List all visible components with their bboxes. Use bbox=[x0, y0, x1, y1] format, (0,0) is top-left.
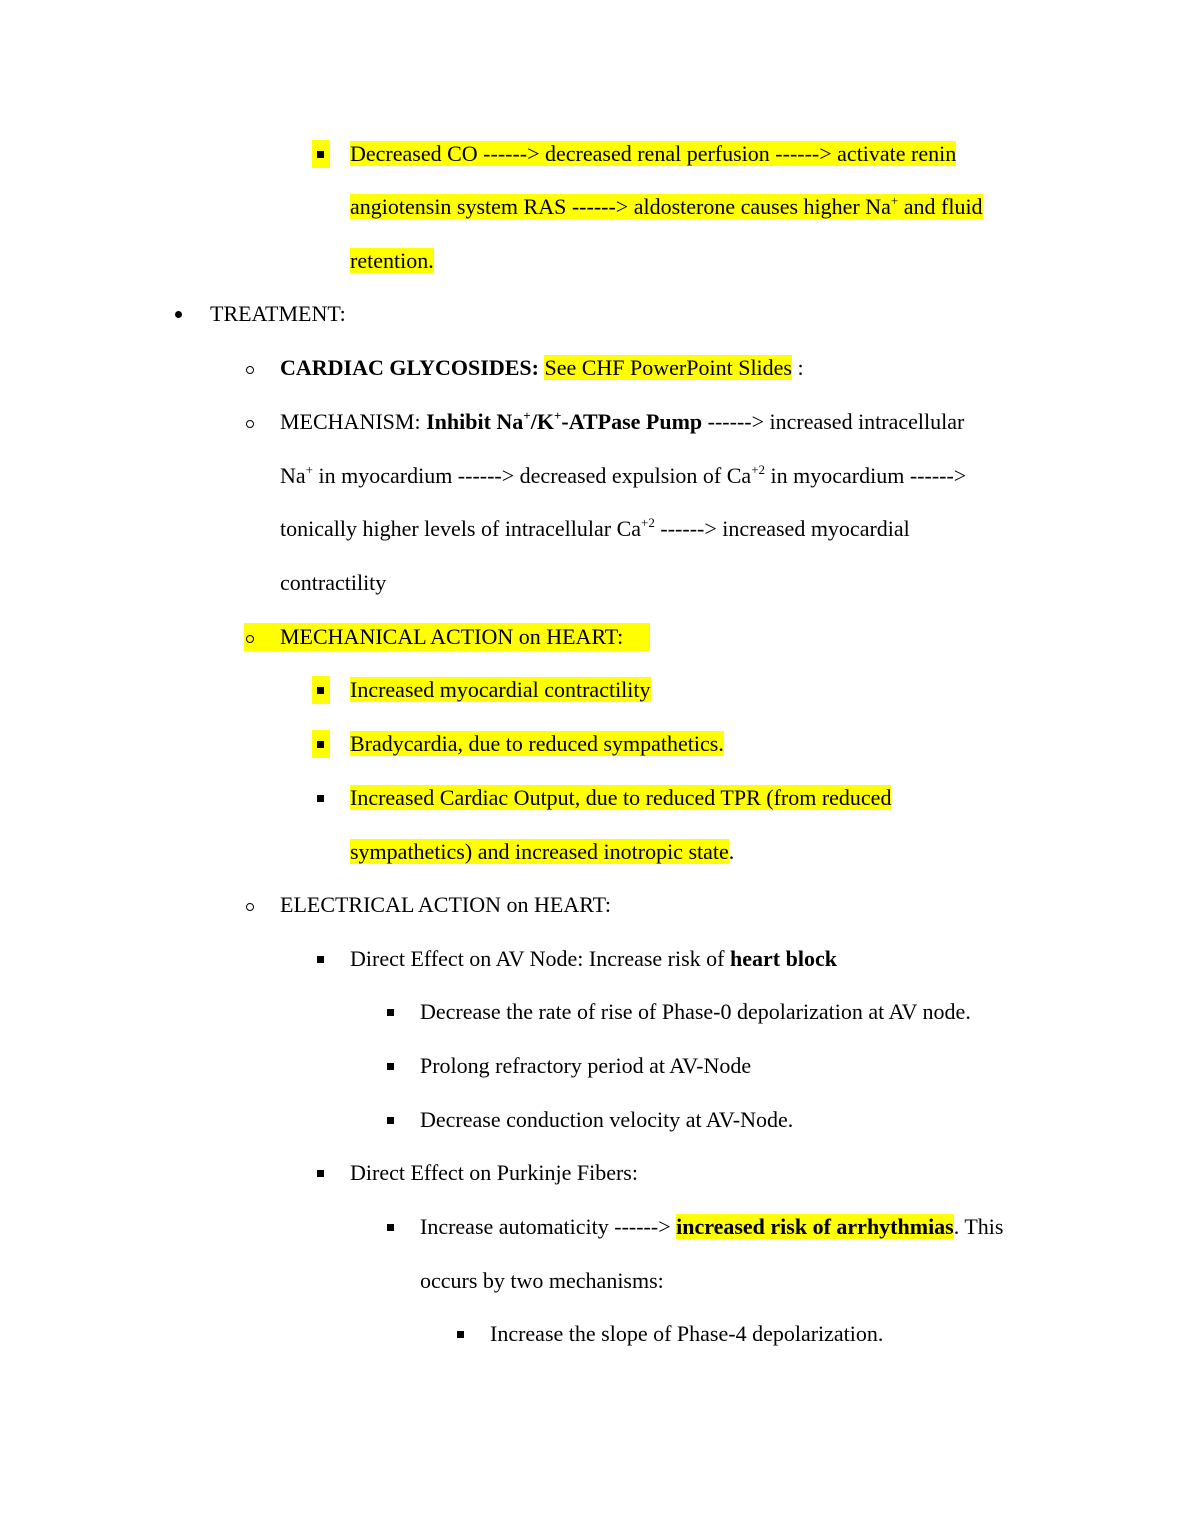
renal-line-1: Decreased CO ------> decreased renal perfusion ------> activate renin bbox=[350, 141, 957, 166]
purkinje-item: Direct Effect on Purkinje Fibers: bbox=[350, 1160, 638, 1185]
square-bullet-icon bbox=[317, 956, 324, 963]
av-node-item: Direct Effect on AV Node: Increase risk of heart block bbox=[350, 946, 837, 971]
square-bullet-icon bbox=[317, 741, 324, 748]
automaticity-line-1: Increase automaticity ------> increased risk of arrhythmias. This bbox=[420, 1214, 1004, 1239]
mechanical-bullet-3-line-1: Increased Cardiac Output, due to reduced TPR (from reduced bbox=[350, 785, 892, 810]
mechanical-bullet-1: Increased myocardial contractility bbox=[350, 677, 651, 702]
mechanism-line-1: MECHANISM: Inhibit Na+/K+-ATPase Pump ------> increased intracellular bbox=[280, 408, 965, 434]
circle-bullet-icon bbox=[246, 903, 254, 911]
circle-bullet-icon bbox=[246, 420, 254, 428]
square-bullet-icon bbox=[317, 687, 324, 694]
mechanism-line-4: contractility bbox=[280, 570, 387, 595]
square-bullet-icon bbox=[317, 795, 324, 802]
bullet-dot-icon bbox=[175, 311, 182, 318]
renal-line-3: retention. bbox=[350, 248, 434, 273]
square-bullet-icon bbox=[317, 1170, 324, 1177]
treatment-heading: TREATMENT: bbox=[210, 301, 346, 326]
circle-bullet-icon bbox=[246, 366, 254, 374]
mechanism-line-2: Na+ in myocardium ------> decreased expulsion of $Ca^{+2}$ in myocardium ------> bbox=[280, 462, 967, 488]
av-sub-item-3: Decrease conduction velocity at AV-Node. bbox=[420, 1107, 794, 1132]
mechanical-heading: MECHANICAL ACTION on HEART: bbox=[280, 624, 624, 649]
electrical-heading: ELECTRICAL ACTION on HEART: bbox=[280, 892, 612, 917]
av-sub-item-2: Prolong refractory period at AV-Node bbox=[420, 1053, 752, 1078]
square-bullet-icon bbox=[457, 1331, 464, 1338]
square-bullet-icon bbox=[317, 151, 324, 158]
square-bullet-icon bbox=[387, 1063, 394, 1070]
mechanical-bullet-2: Bradycardia, due to reduced sympathetics. bbox=[350, 731, 724, 756]
glycosides-item: CARDIAC GLYCOSIDES: See CHF PowerPoint Slides : bbox=[280, 355, 804, 380]
phase4-slope-item: Increase the slope of Phase-4 depolarization. bbox=[490, 1321, 884, 1346]
circle-bullet-icon bbox=[246, 635, 254, 643]
square-bullet-icon bbox=[387, 1009, 394, 1016]
mechanical-bullet-3-line-2: sympathetics) and increased inotropic state. bbox=[350, 839, 735, 864]
square-bullet-icon bbox=[387, 1117, 394, 1124]
renal-line-2: angiotensin system RAS ------> aldosterone causes higher Na+ and fluid bbox=[350, 193, 983, 219]
automaticity-line-2: occurs by two mechanisms: bbox=[420, 1268, 664, 1293]
av-sub-item-1: Decrease the rate of rise of Phase-0 depolarization at AV node. bbox=[420, 999, 971, 1024]
mechanism-line-3: tonically higher levels of intracellular $Ca^{+2}$ ------> increased myocardial bbox=[280, 515, 910, 541]
square-bullet-icon bbox=[387, 1224, 394, 1231]
